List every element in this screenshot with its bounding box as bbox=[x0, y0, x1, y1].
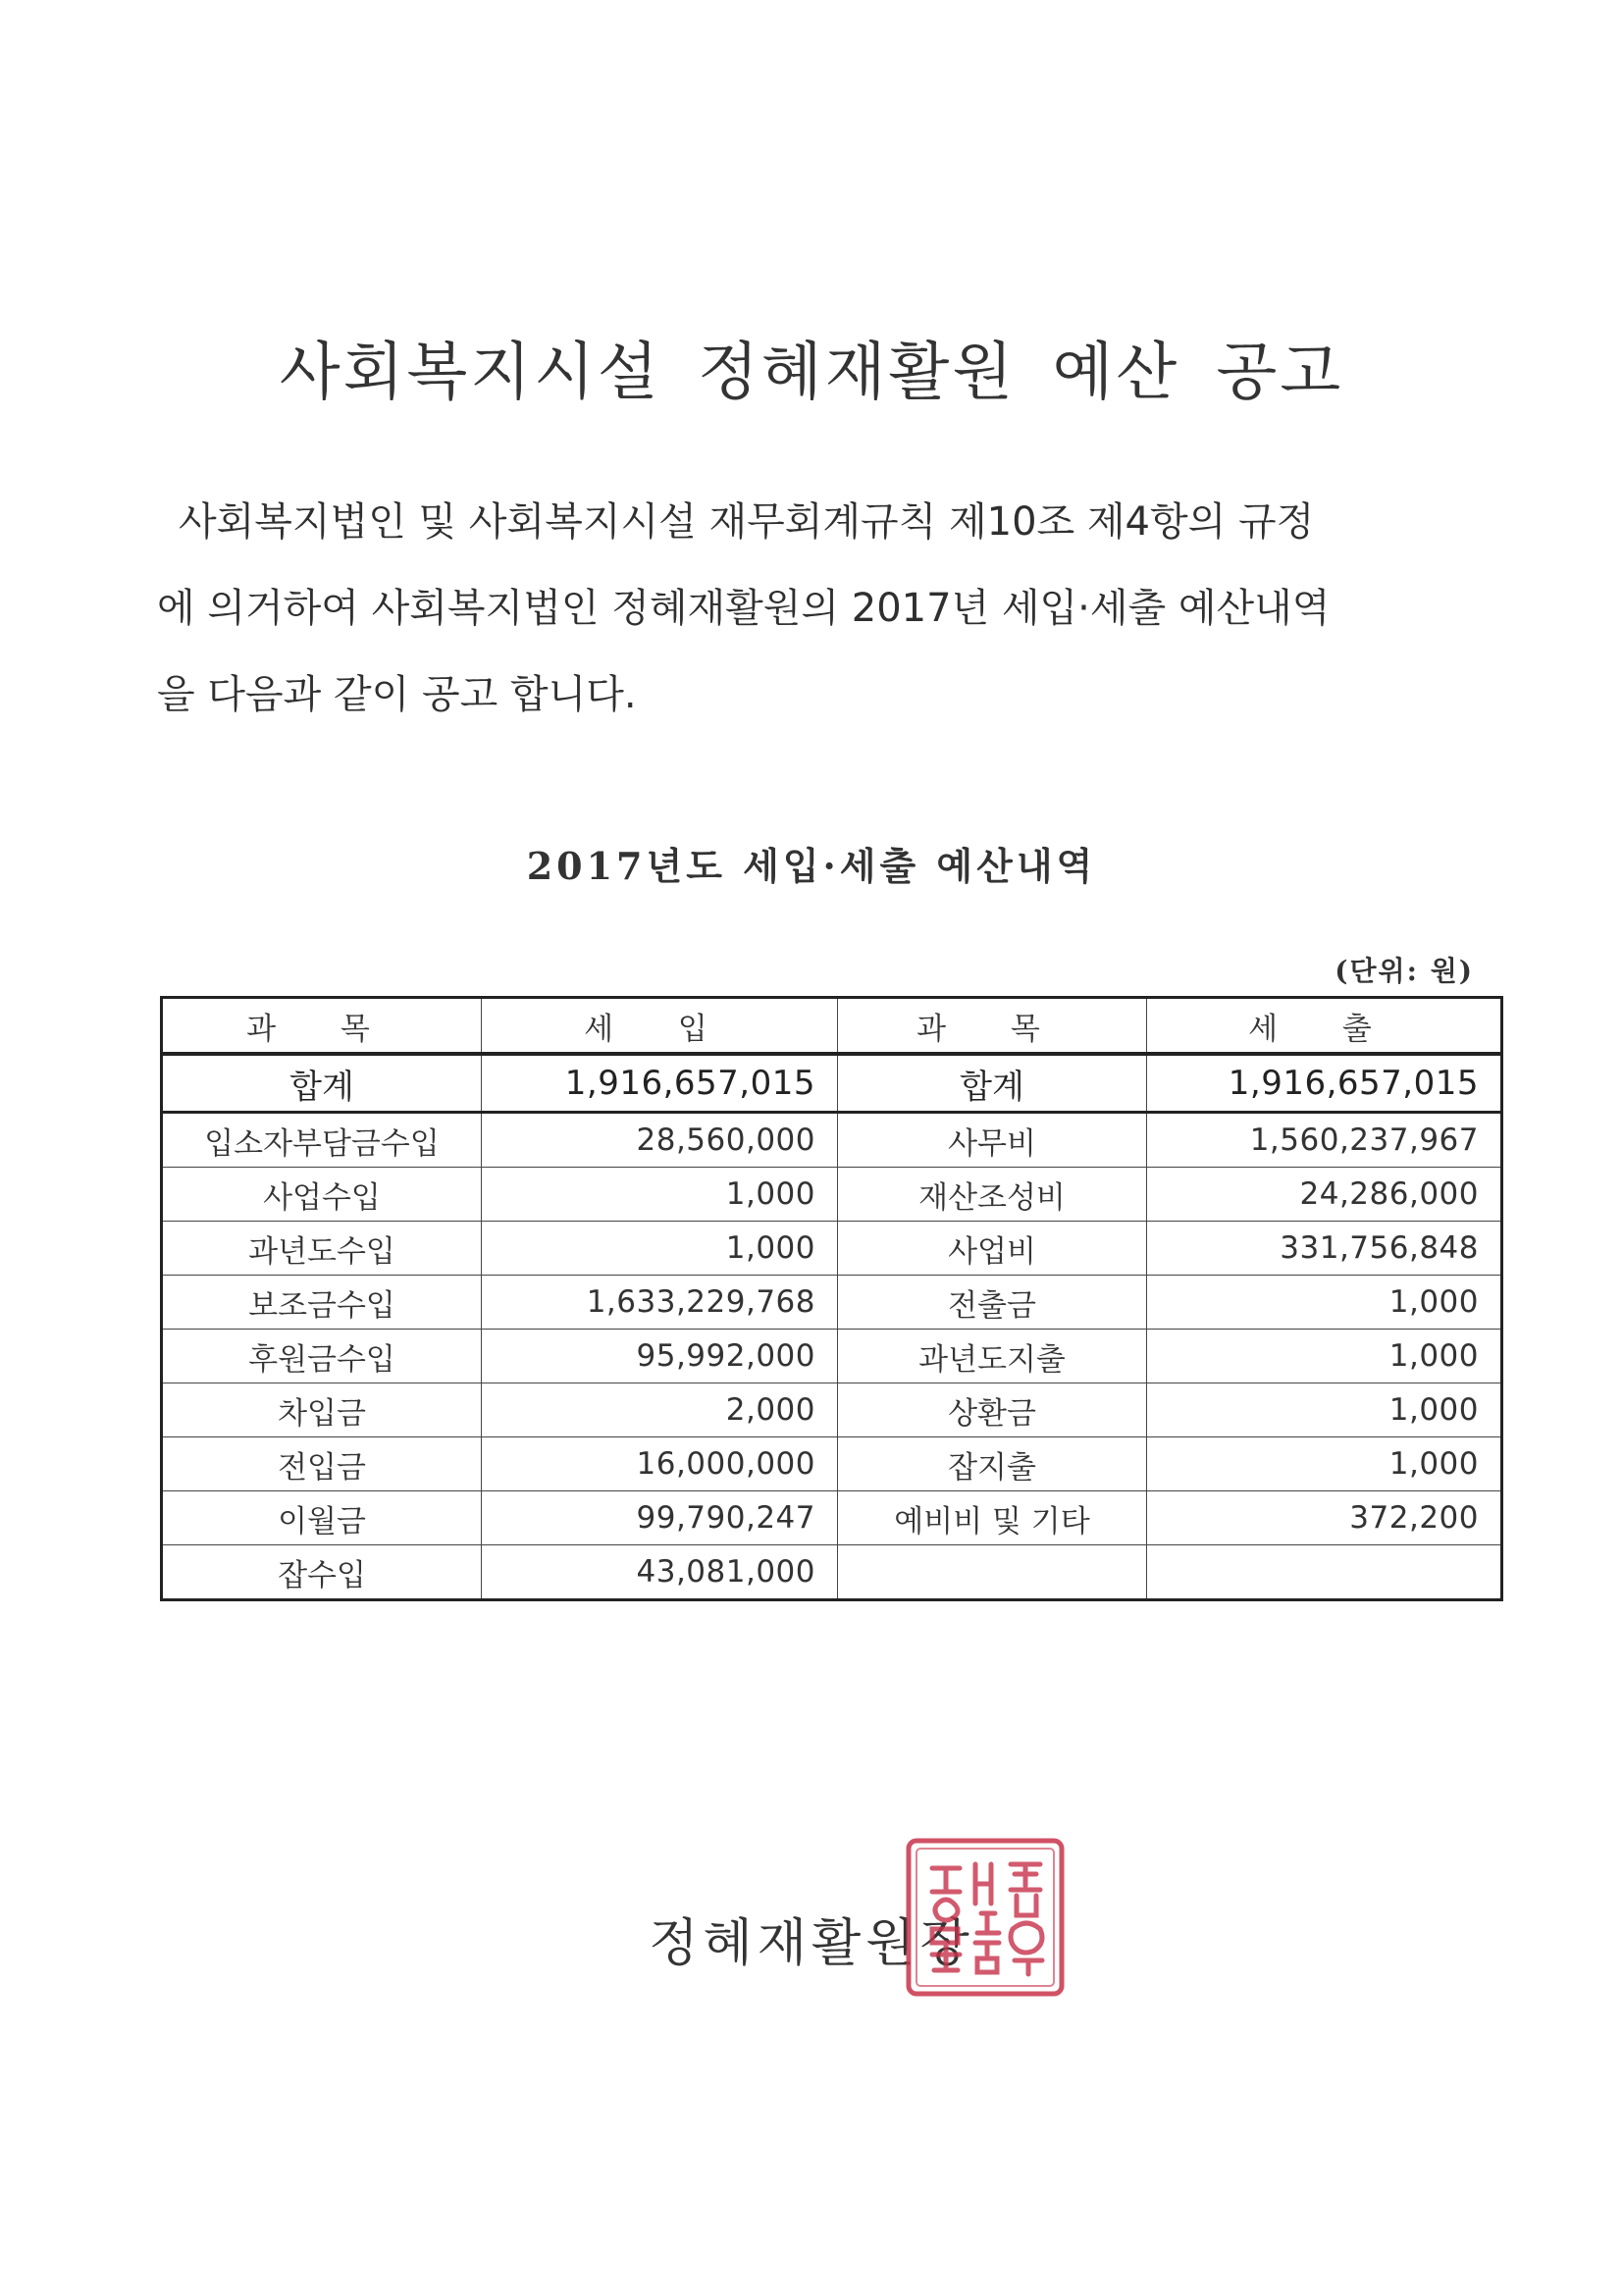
unit-label: (단위: 원) bbox=[1335, 955, 1474, 987]
budget-title: 2017년도 세입·세출 예산내역 bbox=[526, 844, 1097, 888]
expense-amount: 1,000 bbox=[1147, 1437, 1502, 1491]
expense-item: 잡지출 bbox=[838, 1437, 1147, 1491]
total-expense-amount: 1,916,657,015 bbox=[1147, 1054, 1502, 1113]
table-row bbox=[162, 1545, 1502, 1600]
table-row bbox=[162, 1330, 1502, 1383]
revenue-item: 전입금 bbox=[162, 1437, 482, 1491]
revenue-amount: 28,560,000 bbox=[482, 1113, 838, 1168]
expense-amount: 372,200 bbox=[1147, 1491, 1502, 1545]
page-title: 사회복지시설 정혜재활원 예산 공고 bbox=[279, 337, 1344, 409]
expense-amount: 1,560,237,967 bbox=[1147, 1113, 1502, 1168]
expense-item: 사무비 bbox=[838, 1113, 1147, 1168]
intro-paragraph bbox=[157, 479, 1472, 738]
revenue-item: 후원금수입 bbox=[162, 1330, 482, 1383]
table-row bbox=[162, 1491, 1502, 1545]
intro-line-3: 을 다음과 같이 공고 합니다. bbox=[157, 672, 637, 717]
revenue-amount: 16,000,000 bbox=[482, 1437, 838, 1491]
expense-item: 사업비 bbox=[838, 1222, 1147, 1276]
revenue-item: 과년도수입 bbox=[162, 1222, 482, 1276]
total-revenue-label: 합계 bbox=[162, 1054, 482, 1113]
total-row bbox=[162, 1054, 1502, 1113]
expense-item bbox=[838, 1545, 1147, 1600]
table-row bbox=[162, 1222, 1502, 1276]
revenue-amount: 1,000 bbox=[482, 1168, 838, 1222]
revenue-amount: 2,000 bbox=[482, 1383, 838, 1437]
table-row bbox=[162, 1276, 1502, 1330]
table-row bbox=[162, 1383, 1502, 1437]
intro-line-2: 에 의거하여 사회복지법인 정혜재활원의 2017년 세입·세출 예산내역 bbox=[157, 586, 1331, 631]
revenue-amount: 1,633,229,768 bbox=[482, 1276, 838, 1330]
header-expense-item: 과 목 bbox=[838, 998, 1147, 1055]
revenue-item: 보조금수입 bbox=[162, 1276, 482, 1330]
revenue-item: 이월금 bbox=[162, 1491, 482, 1545]
expense-item: 전출금 bbox=[838, 1276, 1147, 1330]
expense-amount: 24,286,000 bbox=[1147, 1168, 1502, 1222]
intro-line-1: 사회복지법인 및 사회복지시설 재무회계규칙 제10조 제4항의 규정 bbox=[179, 499, 1315, 545]
expense-amount: 1,000 bbox=[1147, 1383, 1502, 1437]
expense-item: 과년도지출 bbox=[838, 1330, 1147, 1383]
header-revenue-amount: 세 입 bbox=[482, 998, 838, 1055]
expense-item: 재산조성비 bbox=[838, 1168, 1147, 1222]
expense-amount: 1,000 bbox=[1147, 1276, 1502, 1330]
table-header-row bbox=[162, 998, 1502, 1055]
expense-item: 상환금 bbox=[838, 1383, 1147, 1437]
expense-item: 예비비 및 기타 bbox=[838, 1491, 1147, 1545]
total-revenue-amount: 1,916,657,015 bbox=[482, 1054, 838, 1113]
revenue-item: 차입금 bbox=[162, 1383, 482, 1437]
total-expense-label: 합계 bbox=[838, 1054, 1147, 1113]
signer-name: 정혜재활원장 bbox=[649, 1914, 974, 1973]
revenue-amount: 43,081,000 bbox=[482, 1545, 838, 1600]
official-seal-icon bbox=[903, 1835, 1068, 2000]
expense-amount: 1,000 bbox=[1147, 1330, 1502, 1383]
table-row bbox=[162, 1113, 1502, 1168]
revenue-amount: 1,000 bbox=[482, 1222, 838, 1276]
revenue-amount: 95,992,000 bbox=[482, 1330, 838, 1383]
expense-amount: 331,756,848 bbox=[1147, 1222, 1502, 1276]
revenue-item: 입소자부담금수입 bbox=[162, 1113, 482, 1168]
header-revenue-item: 과 목 bbox=[162, 998, 482, 1055]
revenue-amount: 99,790,247 bbox=[482, 1491, 838, 1545]
header-expense-amount: 세 출 bbox=[1147, 998, 1502, 1055]
revenue-item: 잡수입 bbox=[162, 1545, 482, 1600]
expense-amount bbox=[1147, 1545, 1502, 1600]
table-row bbox=[162, 1437, 1502, 1491]
table-row bbox=[162, 1168, 1502, 1222]
budget-table bbox=[160, 996, 1503, 1601]
revenue-item: 사업수입 bbox=[162, 1168, 482, 1222]
